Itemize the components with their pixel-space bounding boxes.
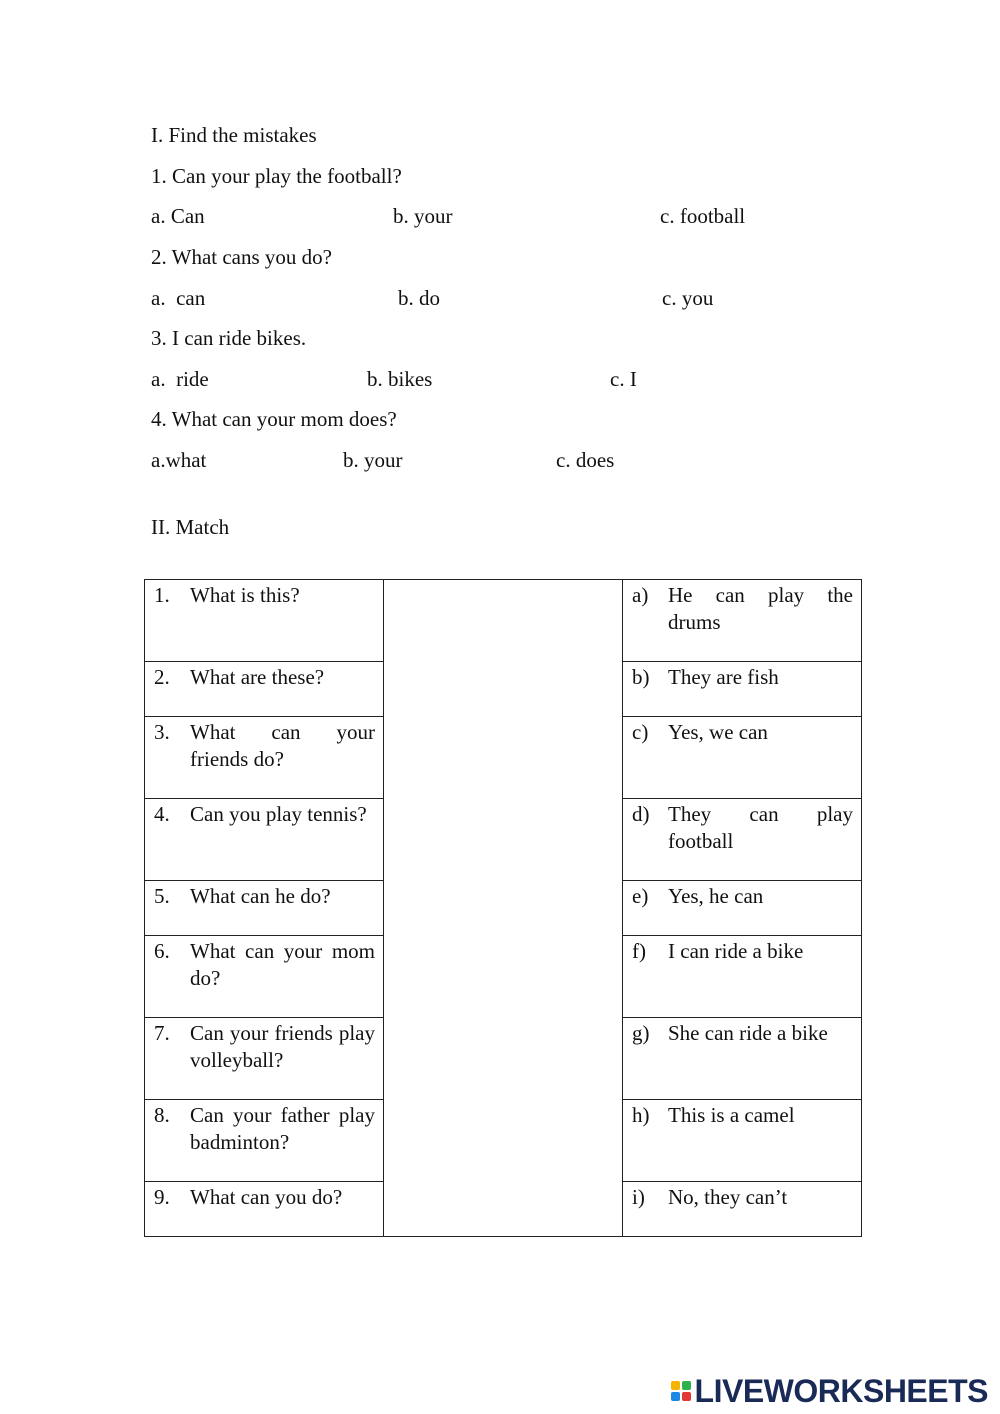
question-number: 8. <box>154 1103 170 1127</box>
question-number: 3. <box>154 720 170 744</box>
question-number: 5. <box>154 884 170 908</box>
answer-cell <box>623 936 862 1018</box>
question-text: What are these? <box>190 665 325 689</box>
answer-text: They can play football <box>668 802 853 853</box>
answer-cell <box>623 1100 862 1182</box>
answer-letter: f) <box>632 939 646 963</box>
answer-cell <box>623 881 862 936</box>
question-text: Can your friends play volleyball? <box>190 1021 375 1072</box>
logo-grid-icon <box>671 1381 691 1401</box>
q2-option-b: b. do <box>398 286 440 310</box>
match-table <box>144 579 862 1237</box>
logo-square-4 <box>682 1392 691 1401</box>
question-cell <box>145 580 384 662</box>
answer-letter: d) <box>632 802 650 826</box>
q1-option-a: a. Can <box>151 204 205 228</box>
question-number: 2. <box>154 665 170 689</box>
q1-option-b: b. your <box>393 204 453 228</box>
answer-text: Yes, we can <box>668 720 768 744</box>
question-text: What is this? <box>190 583 300 607</box>
answer-text: This is a camel <box>668 1103 795 1127</box>
question-number: 9. <box>154 1185 170 1209</box>
answer-cell <box>623 662 862 717</box>
section1-title: I. Find the mistakes <box>151 123 317 147</box>
q2-option-a: a. can <box>151 286 206 310</box>
answer-text: I can ride a bike <box>668 939 804 963</box>
q3-option-c: c. I <box>610 367 637 391</box>
question-2: 2. What cans you do? <box>151 245 332 269</box>
question-3: 3. I can ride bikes. <box>151 326 307 350</box>
question-cell <box>145 662 384 717</box>
answer-letter: b) <box>632 665 650 689</box>
question-cell <box>145 936 384 1018</box>
answer-letter: a) <box>632 583 649 607</box>
question-number: 1. <box>154 583 170 607</box>
question-text: Can your father play badminton? <box>190 1103 375 1154</box>
answer-blank-column <box>384 580 623 1237</box>
answer-text: They are fish <box>668 665 779 689</box>
section2-title: II. Match <box>151 515 230 539</box>
logo-square-3 <box>671 1392 680 1401</box>
answer-cell <box>623 799 862 881</box>
question-cell <box>145 1018 384 1100</box>
answer-text: No, they can’t <box>668 1185 788 1209</box>
question-number: 7. <box>154 1021 170 1045</box>
answer-letter: c) <box>632 720 649 744</box>
logo-square-1 <box>671 1381 680 1390</box>
q4-option-a: a.what <box>151 448 207 472</box>
answer-cell <box>623 717 862 799</box>
answer-cell <box>623 1182 862 1237</box>
liveworksheets-logo[interactable] <box>671 1374 988 1408</box>
q1-option-c: c. football <box>660 204 746 228</box>
question-4: 4. What can your mom does? <box>151 407 397 431</box>
answer-letter: g) <box>632 1021 650 1045</box>
logo-text: LIVEWORKSHEETS <box>694 1372 988 1409</box>
q4-option-c: c. does <box>556 448 615 472</box>
answer-letter: i) <box>632 1185 645 1209</box>
question-cell <box>145 1100 384 1182</box>
question-text: What can your friends do? <box>190 720 375 771</box>
q4-option-b: b. your <box>343 448 403 472</box>
question-cell <box>145 881 384 936</box>
question-text: What can your mom do? <box>190 939 375 990</box>
answer-text: Yes, he can <box>668 884 764 908</box>
answer-cell <box>623 1018 862 1100</box>
question-1: 1. Can your play the football? <box>151 164 402 188</box>
q3-option-a: a. ride <box>151 367 209 391</box>
match-row <box>145 580 862 662</box>
q2-option-c: c. you <box>662 286 714 310</box>
q3-option-b: b. bikes <box>367 367 433 391</box>
answer-text: He can play the drums <box>668 583 853 634</box>
question-cell <box>145 1182 384 1237</box>
question-text: What can you do? <box>190 1185 343 1209</box>
question-text: Can you play tennis? <box>190 802 367 826</box>
answer-letter: e) <box>632 884 649 908</box>
question-cell <box>145 799 384 881</box>
question-cell <box>145 717 384 799</box>
question-number: 4. <box>154 802 170 826</box>
logo-square-2 <box>682 1381 691 1390</box>
answer-text: She can ride a bike <box>668 1021 828 1045</box>
question-text: What can he do? <box>190 884 331 908</box>
answer-letter: h) <box>632 1103 650 1127</box>
question-number: 6. <box>154 939 170 963</box>
answer-cell <box>623 580 862 662</box>
